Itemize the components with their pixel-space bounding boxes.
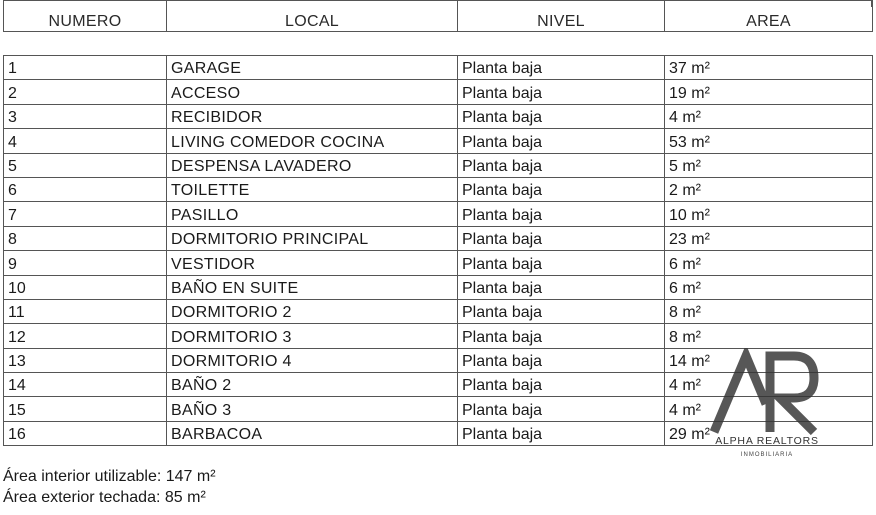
- cell-local: GARAGE: [167, 56, 458, 80]
- cell-numero: 9: [4, 251, 167, 275]
- cell-area: 8 m²: [665, 299, 873, 323]
- cell-local: PASILLO: [167, 202, 458, 226]
- cell-area: 4 m²: [665, 397, 873, 421]
- cell-local: LIVING COMEDOR COCINA: [167, 129, 458, 153]
- cell-nivel: Planta baja: [458, 299, 665, 323]
- cell-nivel: Planta baja: [458, 153, 665, 177]
- cell-local: VESTIDOR: [167, 251, 458, 275]
- cell-numero: 8: [4, 226, 167, 250]
- cell-area: 5 m²: [665, 153, 873, 177]
- cell-numero: 3: [4, 104, 167, 128]
- cell-local: DORMITORIO PRINCIPAL: [167, 226, 458, 250]
- table-row: [4, 104, 873, 128]
- cell-area: 10 m²: [665, 202, 873, 226]
- cell-local: RECIBIDOR: [167, 104, 458, 128]
- table-row: [4, 80, 873, 104]
- column-header-table: [3, 0, 873, 32]
- cell-area: 8 m²: [665, 324, 873, 348]
- table-row: [4, 275, 873, 299]
- table-row: [4, 177, 873, 201]
- watermark-subtitle: INMOBILIARIA: [740, 452, 794, 458]
- cell-nivel: Planta baja: [458, 373, 665, 397]
- cell-nivel: Planta baja: [458, 251, 665, 275]
- cell-nivel: Planta baja: [458, 177, 665, 201]
- table-row: [4, 324, 873, 348]
- cell-area: 4 m²: [665, 373, 873, 397]
- table-row: [4, 251, 873, 275]
- cell-local: TOILETTE: [167, 177, 458, 201]
- cell-numero: 16: [4, 421, 167, 445]
- cell-nivel: Planta baja: [458, 324, 665, 348]
- cell-nivel: Planta baja: [458, 56, 665, 80]
- cell-area: 4 m²: [665, 104, 873, 128]
- cell-nivel: Planta baja: [458, 397, 665, 421]
- cell-local: DORMITORIO 4: [167, 348, 458, 372]
- cell-local: BAÑO 3: [167, 397, 458, 421]
- cell-numero: 11: [4, 299, 167, 323]
- cell-local: BAÑO EN SUITE: [167, 275, 458, 299]
- exterior-area-text: Área exterior techada: 85 m²: [3, 489, 206, 506]
- cell-numero: 10: [4, 275, 167, 299]
- cell-local: DORMITORIO 3: [167, 324, 458, 348]
- cell-area: 6 m²: [665, 275, 873, 299]
- cell-nivel: Planta baja: [458, 129, 665, 153]
- cell-local: DESPENSA LAVADERO: [167, 153, 458, 177]
- cell-area: 2 m²: [665, 177, 873, 201]
- table-row: [4, 56, 873, 80]
- cell-nivel: Planta baja: [458, 104, 665, 128]
- cell-local: BAÑO 2: [167, 373, 458, 397]
- table-row: [4, 299, 873, 323]
- header-local: LOCAL: [167, 7, 458, 38]
- cell-nivel: Planta baja: [458, 80, 665, 104]
- cell-area: 29 m²: [665, 421, 873, 445]
- interior-area-text: Área interior utilizable: 147 m²: [3, 468, 216, 485]
- cell-numero: 14: [4, 373, 167, 397]
- cell-area: 14 m²: [665, 348, 873, 372]
- cell-numero: 4: [4, 129, 167, 153]
- cell-area: 23 m²: [665, 226, 873, 250]
- watermark-name: ALPHA REALTORS: [715, 435, 819, 447]
- cell-nivel: Planta baja: [458, 348, 665, 372]
- cell-area: 6 m²: [665, 251, 873, 275]
- header-numero: NUMERO: [4, 7, 167, 38]
- cell-nivel: Planta baja: [458, 275, 665, 299]
- cell-numero: 15: [4, 397, 167, 421]
- header-area: AREA: [665, 7, 873, 38]
- cell-numero: 1: [4, 56, 167, 80]
- cell-numero: 12: [4, 324, 167, 348]
- cell-numero: 13: [4, 348, 167, 372]
- cell-nivel: Planta baja: [458, 226, 665, 250]
- table-row: [4, 202, 873, 226]
- cell-local: BARBACOA: [167, 421, 458, 445]
- cell-numero: 6: [4, 177, 167, 201]
- header-nivel: NIVEL: [458, 7, 665, 38]
- table-row: [4, 226, 873, 250]
- cell-local: DORMITORIO 2: [167, 299, 458, 323]
- table-row: [4, 153, 873, 177]
- cell-nivel: Planta baja: [458, 202, 665, 226]
- cell-local: ACCESO: [167, 80, 458, 104]
- table-row: [4, 129, 873, 153]
- cell-area: 37 m²: [665, 56, 873, 80]
- cell-numero: 5: [4, 153, 167, 177]
- cell-area: 19 m²: [665, 80, 873, 104]
- cell-numero: 2: [4, 80, 167, 104]
- cell-area: 53 m²: [665, 129, 873, 153]
- cell-nivel: Planta baja: [458, 421, 665, 445]
- cell-numero: 7: [4, 202, 167, 226]
